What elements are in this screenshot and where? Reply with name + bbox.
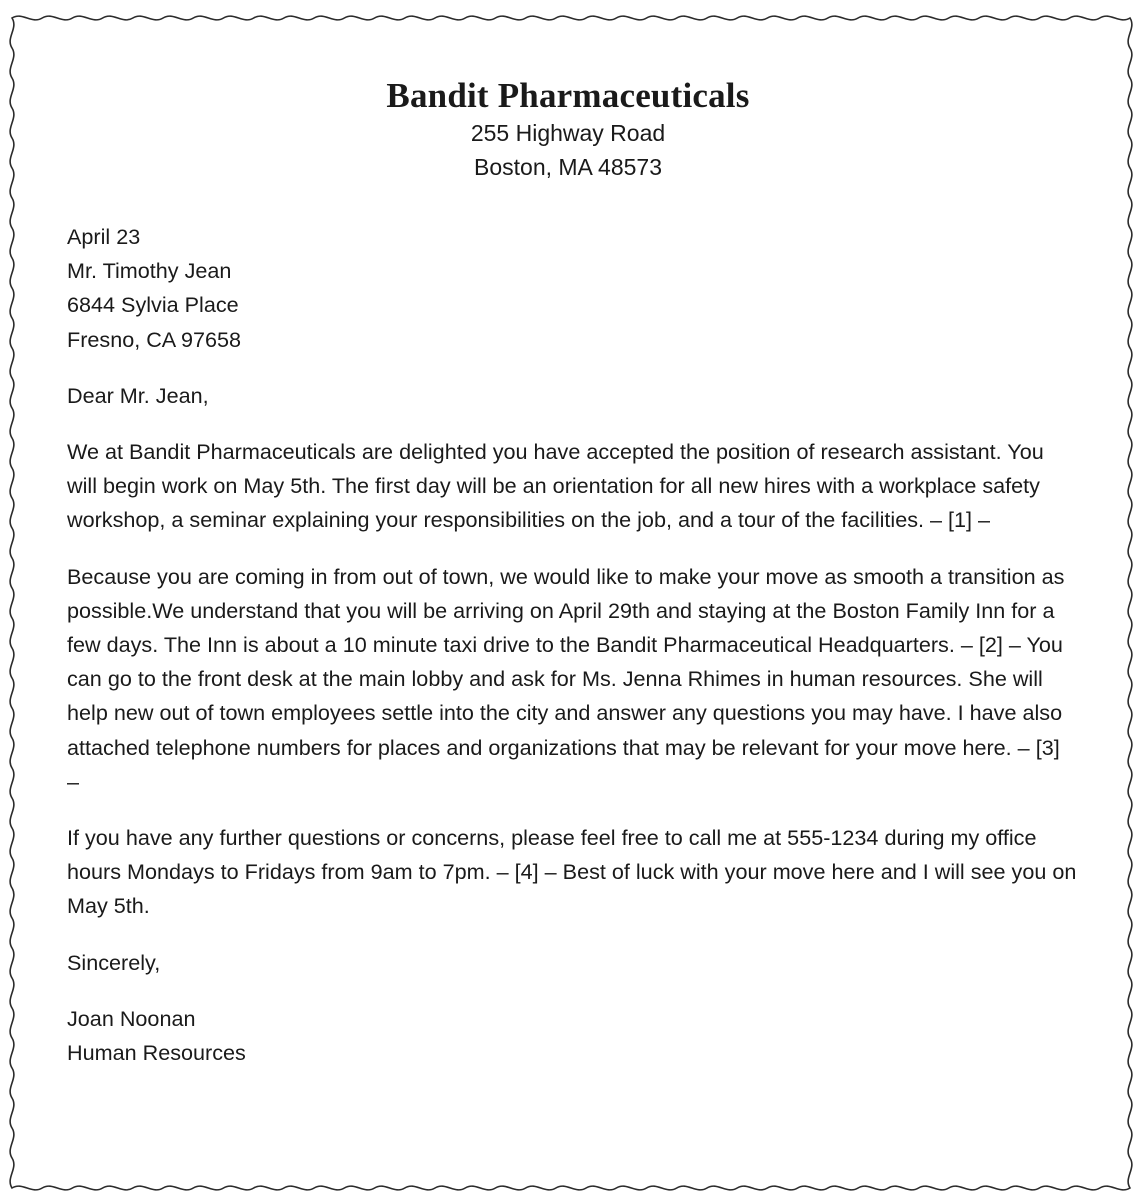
- paragraph-1: We at Bandit Pharmaceuticals are delighted you have accepted the position of research assistant. You will begin work on May 5th. The first day will be an orientation for all new hires with a workplace safety workshop, a seminar explaining your responsibilities on the job, and a tour of the facilities. – [1] –: [67, 439, 1044, 533]
- company-address-city: Boston, MA 48573: [474, 154, 662, 180]
- letterhead: [0, 76, 1136, 184]
- signature-block: [67, 1002, 1077, 1070]
- paragraph-3: If you have any further questions or concerns, please feel free to call me at 555-1234 during my office hours Mondays to Fridays from 9am to 7pm. – [4] – Best of luck with your move here and I will see you on May 5th.: [67, 825, 1077, 919]
- closing: Sincerely,: [67, 949, 161, 975]
- letter-date: April 23: [67, 224, 141, 249]
- signer-title: Human Resources: [67, 1040, 246, 1066]
- company-name: Bandit Pharmaceuticals: [386, 76, 750, 115]
- recipient-city: Fresno, CA 97658: [67, 326, 242, 352]
- recipient-street: 6844 Sylvia Place: [67, 292, 239, 318]
- company-address-street: 255 Highway Road: [470, 120, 666, 146]
- salutation: Dear Mr. Jean,: [67, 382, 209, 408]
- signer-name: Joan Noonan: [67, 1005, 196, 1031]
- recipient-name: Mr. Timothy Jean: [67, 258, 232, 284]
- letter-body: [67, 220, 1077, 1070]
- date-and-recipient: [67, 220, 1077, 357]
- paragraph-2: Because you are coming in from out of town, we would like to make your move as smooth a transition as possible.We understand that you will be arriving on April 29th and staying at the Boston Family Inn for a few days. The Inn is about a 10 minute taxi drive to the Bandit Pharmaceutical Headquarters. – [2] – You can go to the front desk at the main lobby and ask for Ms. Jenna Rhimes in human resources. She will help new out of town employees settle into the city and answer any questions you may have. I have also attached telephone numbers for places and organizations that may be relevant for your move here. – [3] –: [67, 563, 1065, 794]
